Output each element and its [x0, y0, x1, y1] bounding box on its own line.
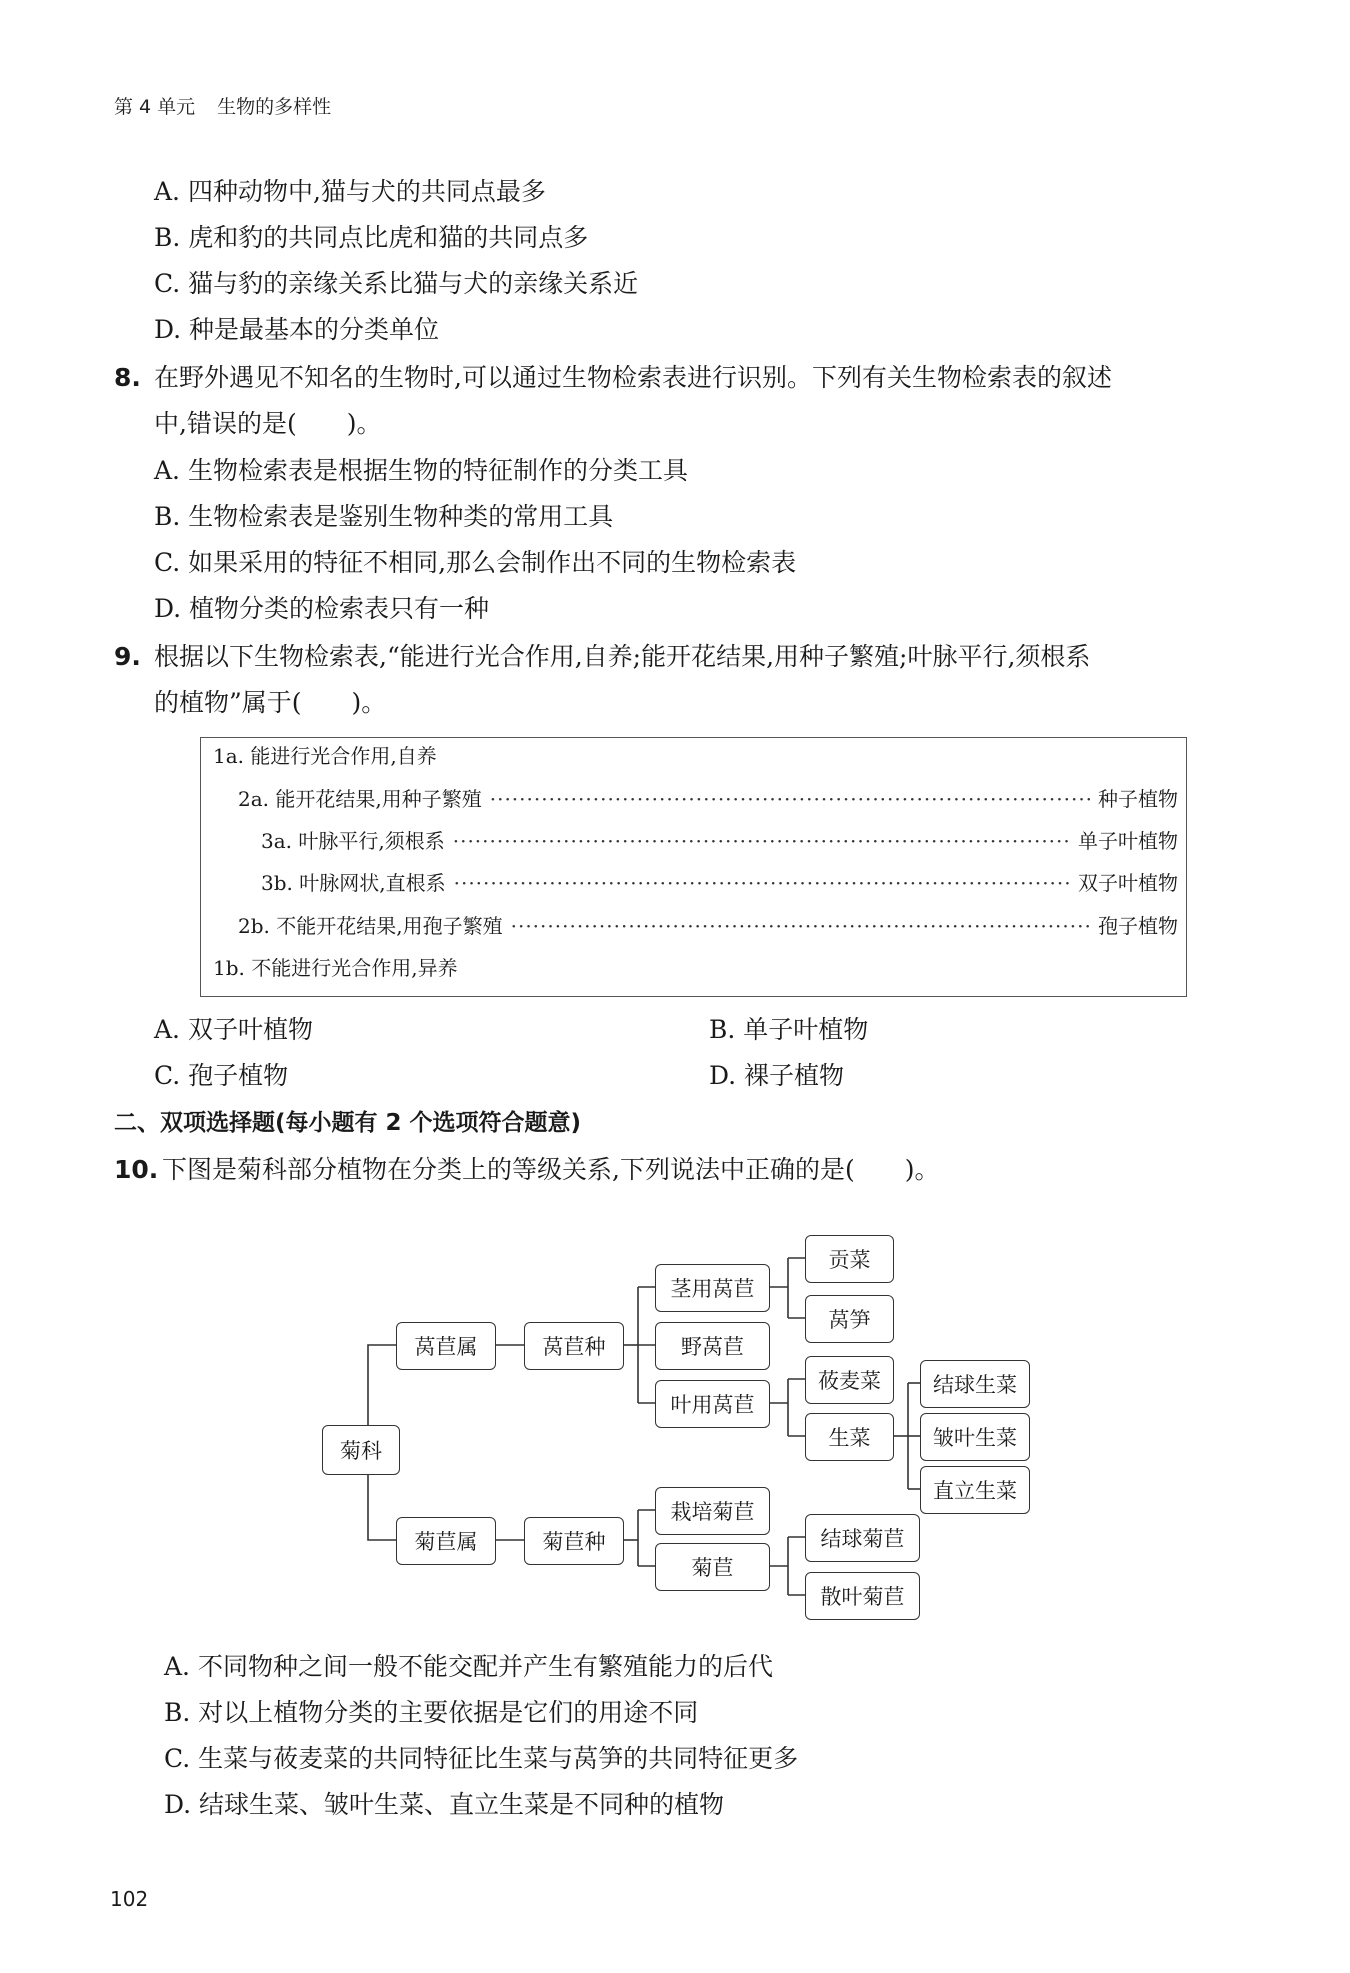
node-youmaicai: 莜麦菜 — [805, 1356, 894, 1404]
node-loose-chicory: 散叶菊苣 — [805, 1572, 920, 1620]
q8-option-b: B. 生物检索表是鉴别生物种类的常用工具 — [154, 502, 614, 531]
key-row-text: 2a. 能开花结果,用种子繁殖 — [238, 787, 482, 811]
node-leaf-lettuce: 叶用莴苣 — [655, 1380, 770, 1428]
key-row-result: 双子叶植物 — [1078, 871, 1178, 895]
page-number: 102 — [110, 1887, 149, 1911]
node-asteraceae: 菊科 — [322, 1425, 400, 1475]
q10-option-c: C. 生菜与莜麦菜的共同特征比生菜与莴笋的共同特征更多 — [164, 1744, 799, 1773]
node-curly-lettuce: 皱叶生菜 — [920, 1413, 1030, 1461]
node-cultivated-chicory: 栽培菊苣 — [655, 1487, 770, 1535]
q8-stem-line2: 中,错误的是( )。 — [154, 409, 382, 438]
node-shengcai: 生菜 — [805, 1413, 894, 1461]
q10-number: 10. — [114, 1155, 159, 1184]
key-row-result: 种子植物 — [1098, 787, 1178, 811]
q10-option-b: B. 对以上植物分类的主要依据是它们的用途不同 — [164, 1698, 699, 1727]
q7-option-d: D. 种是最基本的分类单位 — [154, 315, 440, 344]
key-row-text: 3a. 叶脉平行,须根系 — [261, 829, 445, 853]
q9-option-c: C. 孢子植物 — [154, 1061, 289, 1090]
node-wosun: 莴笋 — [805, 1295, 894, 1343]
q7-option-b: B. 虎和豹的共同点比虎和猫的共同点多 — [154, 223, 589, 252]
key-row-result: 孢子植物 — [1098, 914, 1178, 938]
node-lactuca-species: 莴苣种 — [524, 1322, 624, 1370]
node-chicory: 菊苣 — [655, 1543, 770, 1591]
key-row-text: 3b. 叶脉网状,直根系 — [261, 871, 446, 895]
node-cichorium-species: 菊苣种 — [524, 1517, 624, 1565]
q8-option-c: C. 如果采用的特征不相同,那么会制作出不同的生物检索表 — [154, 548, 797, 577]
unit-label: 第 4 单元 — [114, 96, 196, 118]
node-wild-lettuce: 野莴苣 — [655, 1322, 770, 1370]
q10-option-d: D. 结球生菜、皱叶生菜、直立生菜是不同种的植物 — [164, 1790, 725, 1819]
q9-number: 9. — [114, 642, 141, 671]
q10-option-a: A. 不同物种之间一般不能交配并产生有繁殖能力的后代 — [164, 1652, 773, 1681]
node-cichorium-genus: 菊苣属 — [396, 1517, 496, 1565]
q9-stem-line2: 的植物”属于( )。 — [154, 688, 387, 717]
key-row-text: 1b. 不能进行光合作用,异养 — [213, 956, 458, 980]
node-gongcai: 贡菜 — [805, 1235, 894, 1283]
node-head-lettuce: 结球生菜 — [920, 1360, 1030, 1408]
node-romaine-lettuce: 直立生菜 — [920, 1466, 1030, 1514]
q10-stem: 下图是菊科部分植物在分类上的等级关系,下列说法中正确的是( )。 — [162, 1155, 940, 1184]
q7-option-a: A. 四种动物中,猫与犬的共同点最多 — [154, 177, 546, 206]
section-heading: 二、双项选择题(每小题有 2 个选项符合题意) — [114, 1110, 582, 1136]
q9-stem-line1: 根据以下生物检索表,“能进行光合作用,自养;能开花结果,用种子繁殖;叶脉平行,须根系 — [154, 642, 1091, 671]
q9-option-d: D. 裸子植物 — [709, 1061, 845, 1090]
key-row-result: 单子叶植物 — [1078, 829, 1178, 853]
q9-option-b: B. 单子叶植物 — [709, 1015, 869, 1044]
node-stem-lettuce: 茎用莴苣 — [655, 1264, 770, 1312]
key-row-text: 2b. 不能开花结果,用孢子繁殖 — [238, 914, 503, 938]
key-row-text: 1a. 能进行光合作用,自养 — [213, 744, 437, 768]
q8-option-a: A. 生物检索表是根据生物的特征制作的分类工具 — [154, 456, 688, 485]
node-lactuca-genus: 莴苣属 — [396, 1322, 496, 1370]
q8-number: 8. — [114, 363, 141, 392]
q9-option-a: A. 双子叶植物 — [154, 1015, 313, 1044]
q8-stem-line1: 在野外遇见不知名的生物时,可以通过生物检索表进行识别。下列有关生物检索表的叙述 — [154, 363, 1112, 392]
node-head-chicory: 结球菊苣 — [805, 1514, 920, 1562]
unit-title: 生物的多样性 — [217, 96, 332, 118]
q8-option-d: D. 植物分类的检索表只有一种 — [154, 594, 490, 623]
q7-option-c: C. 猫与豹的亲缘关系比猫与犬的亲缘关系近 — [154, 269, 639, 298]
